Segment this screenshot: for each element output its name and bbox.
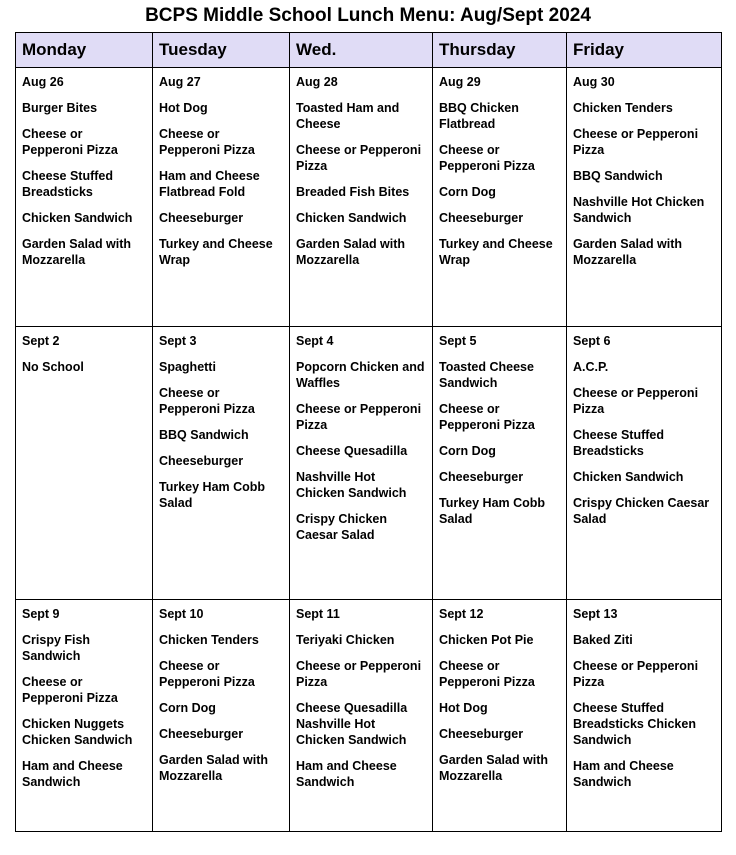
menu-item: Cheese or Pepperoni Pizza <box>439 402 535 432</box>
day-cell-friday <box>567 600 722 832</box>
menu-item: Chicken Tenders <box>159 633 259 647</box>
menu-item: Turkey Ham Cobb Salad <box>159 480 266 510</box>
day-cell-friday <box>567 327 722 600</box>
menu-item: Teriyaki Chicken <box>296 633 395 647</box>
menu-item: Cheese Stuffed Breadsticks <box>22 169 113 199</box>
menu-item: Cheese or Pepperoni Pizza <box>22 127 118 157</box>
day-date: Sept 12 <box>439 607 484 621</box>
header-monday: Monday <box>16 33 153 68</box>
menu-item: Cheese or Pepperoni Pizza <box>439 659 535 689</box>
menu-item: BBQ Sandwich <box>159 428 249 442</box>
menu-item: Cheese or Pepperoni Pizza <box>159 127 255 157</box>
lunch-menu-table <box>15 32 722 832</box>
header-thursday: Thursday <box>433 33 567 68</box>
menu-item: Cheese Stuffed Breadsticks <box>573 428 664 458</box>
day-date: Aug 27 <box>159 75 201 89</box>
menu-item: Crispy Chicken Caesar Salad <box>296 512 388 542</box>
menu-item: Nashville Hot Chicken Sandwich <box>296 470 407 500</box>
day-date: Aug 28 <box>296 75 338 89</box>
menu-item: Cheese or Pepperoni Pizza <box>573 386 699 416</box>
menu-item: Chicken Sandwich <box>573 470 684 484</box>
menu-item: Toasted Ham and Cheese <box>296 101 400 131</box>
menu-item: Cheeseburger <box>159 454 244 468</box>
menu-item: Ham and Cheese Sandwich <box>296 759 397 789</box>
day-cell-thursday <box>433 327 567 600</box>
menu-item: Hot Dog <box>439 701 488 715</box>
menu-item: Hot Dog <box>159 101 208 115</box>
page-title: BCPS Middle School Lunch Menu: Aug/Sept 2024 <box>145 5 591 26</box>
menu-item: Corn Dog <box>159 701 216 715</box>
menu-item: BBQ Sandwich <box>573 169 663 183</box>
day-cell-tuesday <box>153 327 290 600</box>
header-row <box>16 33 722 68</box>
day-cell-wednesday <box>290 68 433 327</box>
week-row <box>16 600 722 832</box>
header-wednesday: Wed. <box>290 33 433 68</box>
week-row <box>16 327 722 600</box>
menu-item: Chicken Tenders <box>573 101 673 115</box>
menu-item: Cheese Quesadilla <box>296 444 408 458</box>
menu-item: Ham and Cheese Sandwich <box>573 759 674 789</box>
menu-item: Cheeseburger <box>439 470 524 484</box>
menu-item: Cheeseburger <box>159 211 244 225</box>
menu-item: Corn Dog <box>439 185 496 199</box>
menu-item: Turkey and Cheese Wrap <box>159 237 273 267</box>
menu-item: Cheese or Pepperoni Pizza <box>296 659 422 689</box>
menu-item: Cheeseburger <box>159 727 244 741</box>
day-date: Sept 3 <box>159 334 197 348</box>
day-date: Sept 13 <box>573 607 618 621</box>
day-cell-tuesday <box>153 68 290 327</box>
menu-item: Garden Salad with Mozzarella <box>573 237 683 267</box>
day-date: Sept 6 <box>573 334 611 348</box>
menu-item: Garden Salad with Mozzarella <box>439 753 549 783</box>
menu-item: Garden Salad with Mozzarella <box>22 237 132 267</box>
menu-item: Cheese or Pepperoni Pizza <box>296 402 422 432</box>
header-friday: Friday <box>567 33 722 68</box>
day-date: Sept 9 <box>22 607 60 621</box>
menu-item: Chicken Sandwich <box>296 211 407 225</box>
day-cell-monday <box>16 68 153 327</box>
day-date: Sept 5 <box>439 334 477 348</box>
menu-item: Ham and Cheese Flatbread Fold <box>159 169 260 199</box>
menu-item: Burger Bites <box>22 101 98 115</box>
day-cell-monday <box>16 600 153 832</box>
day-cell-friday <box>567 68 722 327</box>
day-cell-wednesday <box>290 600 433 832</box>
day-date: Aug 29 <box>439 75 481 89</box>
menu-item: Cheese or Pepperoni Pizza <box>159 386 255 416</box>
menu-item: Cheese or Pepperoni Pizza <box>159 659 255 689</box>
day-date: Sept 2 <box>22 334 60 348</box>
menu-item: Cheese or Pepperoni Pizza <box>573 127 699 157</box>
menu-item: Cheese or Pepperoni Pizza <box>439 143 535 173</box>
menu-item: Turkey and Cheese Wrap <box>439 237 553 267</box>
day-cell-thursday <box>433 68 567 327</box>
menu-item: BBQ Chicken Flatbread <box>439 101 519 131</box>
day-date: Aug 30 <box>573 75 615 89</box>
menu-item: Cheeseburger <box>439 211 524 225</box>
menu-item: A.C.P. <box>573 360 609 374</box>
day-cell-wednesday <box>290 327 433 600</box>
day-date: Aug 26 <box>22 75 64 89</box>
menu-item: Popcorn Chicken and Waffles <box>296 360 425 390</box>
menu-item: Corn Dog <box>439 444 496 458</box>
menu-item: Crispy Chicken Caesar Salad <box>573 496 710 526</box>
day-date: Sept 10 <box>159 607 204 621</box>
day-date: Sept 11 <box>296 607 340 621</box>
menu-item: Cheese or Pepperoni Pizza <box>296 143 422 173</box>
menu-item: Spaghetti <box>159 360 216 374</box>
day-cell-thursday <box>433 600 567 832</box>
menu-item: Ham and Cheese Sandwich <box>22 759 123 789</box>
menu-item: Cheese or Pepperoni Pizza <box>573 659 699 689</box>
day-date: Sept 4 <box>296 334 334 348</box>
menu-item: Cheese or Pepperoni Pizza <box>22 675 118 705</box>
menu-item: Toasted Cheese Sandwich <box>439 360 534 390</box>
menu-item: Crispy Fish Sandwich <box>22 633 91 663</box>
menu-item: Cheeseburger <box>439 727 524 741</box>
menu-item: Breaded Fish Bites <box>296 185 410 199</box>
menu-item: Garden Salad with Mozzarella <box>296 237 406 267</box>
header-tuesday: Tuesday <box>153 33 290 68</box>
week-row <box>16 68 722 327</box>
menu-item: Nashville Hot Chicken Sandwich <box>573 195 705 225</box>
menu-item: Chicken Pot Pie <box>439 633 534 647</box>
menu-item: Cheese Stuffed Breadsticks Chicken Sandwich <box>573 701 696 747</box>
menu-item: Cheese Quesadilla Nashville Hot Chicken Sandwich <box>296 701 408 747</box>
menu-item: Garden Salad with Mozzarella <box>159 753 269 783</box>
day-cell-tuesday <box>153 600 290 832</box>
menu-item: No School <box>22 360 84 374</box>
menu-item: Chicken Sandwich <box>22 211 133 225</box>
day-cell-monday <box>16 327 153 600</box>
menu-item: Chicken Nuggets Chicken Sandwich <box>22 717 133 747</box>
menu-item: Baked Ziti <box>573 633 633 647</box>
menu-item: Turkey Ham Cobb Salad <box>439 496 546 526</box>
